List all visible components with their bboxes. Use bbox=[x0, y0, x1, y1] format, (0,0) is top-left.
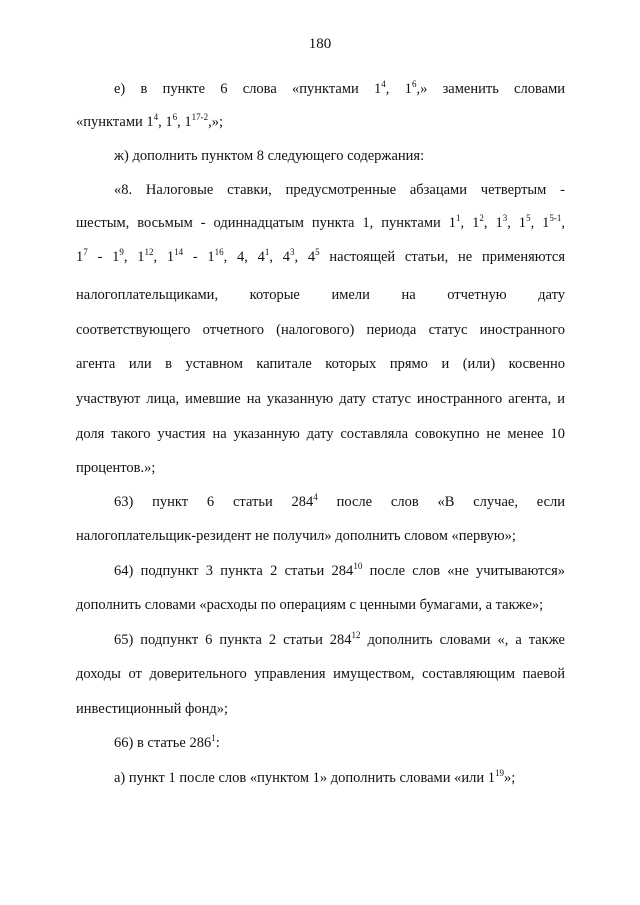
paragraph-66: 66) в статье $286^1$: bbox=[114, 733, 220, 751]
paragraph-e-line-1: е) в пункте 6 слова «пунктами $1^4$, $1^6$,» заменить словами bbox=[114, 79, 566, 97]
paragraph-e-line-2: «пунктами $1^4$, $1^6$, 1$^{17-2}$,»; bbox=[76, 112, 224, 130]
paragraph-66-a: а) пункт 1 после слов «пунктом 1» дополнить словами «или $1^{19}$»; bbox=[114, 768, 516, 786]
paragraph-zh: ж) дополнить пунктом 8 следующего содержания: bbox=[114, 148, 425, 164]
paragraph-65-line-2: доходы от доверительного управления имуществом, составляющим паевой bbox=[76, 666, 565, 682]
paragraph-8-line-9: процентов.»; bbox=[76, 460, 156, 476]
paragraph-8-line-3: $1^7 - 1^9$, $1^{12}$, $1^{14} - 1^{16}$, 4, $4^1$, $4^3$, $4^5$ настоящей статьи, не применяются bbox=[76, 247, 566, 265]
paragraph-8-line-5: соответствующего отчетного (налогового) периода статус иностранного bbox=[76, 322, 565, 338]
paragraph-64-line-2: дополнить словами «расходы по операциям с ценными бумагами, а также»; bbox=[76, 597, 544, 613]
paragraph-63-line-2: налогоплательщик-резидент не получил» дополнить словом «первую»; bbox=[76, 528, 516, 544]
paragraph-8-line-8: доля такого участия на указанную дату составляла совокупно не менее 10 bbox=[76, 426, 565, 442]
page-number: 180 bbox=[308, 36, 332, 52]
paragraph-8-line-4: налогоплательщиками, которые имели на отчетную дату bbox=[76, 287, 565, 303]
paragraph-8-line-2: шестым, восьмым - одиннадцатым пункта 1, пунктами $1^1$, $1^2$, $1^3$, $1^5$, 1$^{5-1}$, bbox=[76, 213, 566, 231]
paragraph-8-line-1: «8. Налоговые ставки, предусмотренные абзацами четвертым - bbox=[114, 182, 565, 198]
paragraph-65-line-3: инвестиционный фонд»; bbox=[76, 701, 229, 717]
paragraph-63-line-1: 63) пункт 6 статьи $284^4$ после слов «В случае, если bbox=[114, 492, 566, 510]
paragraph-65-line-1: 65) подпункт 6 пункта 2 статьи $284^{12}$ дополнить словами «, а также bbox=[114, 630, 565, 648]
paragraph-8-line-6: агента или в уставном капитале которых прямо и (или) косвенно bbox=[76, 356, 565, 372]
paragraph-8-line-7: участвуют лица, имевшие на указанную дату статус иностранного агента, и bbox=[76, 391, 565, 407]
paragraph-64-line-1: 64) подпункт 3 пункта 2 статьи $284^{10}$ после слов «не учитываются» bbox=[114, 561, 565, 579]
